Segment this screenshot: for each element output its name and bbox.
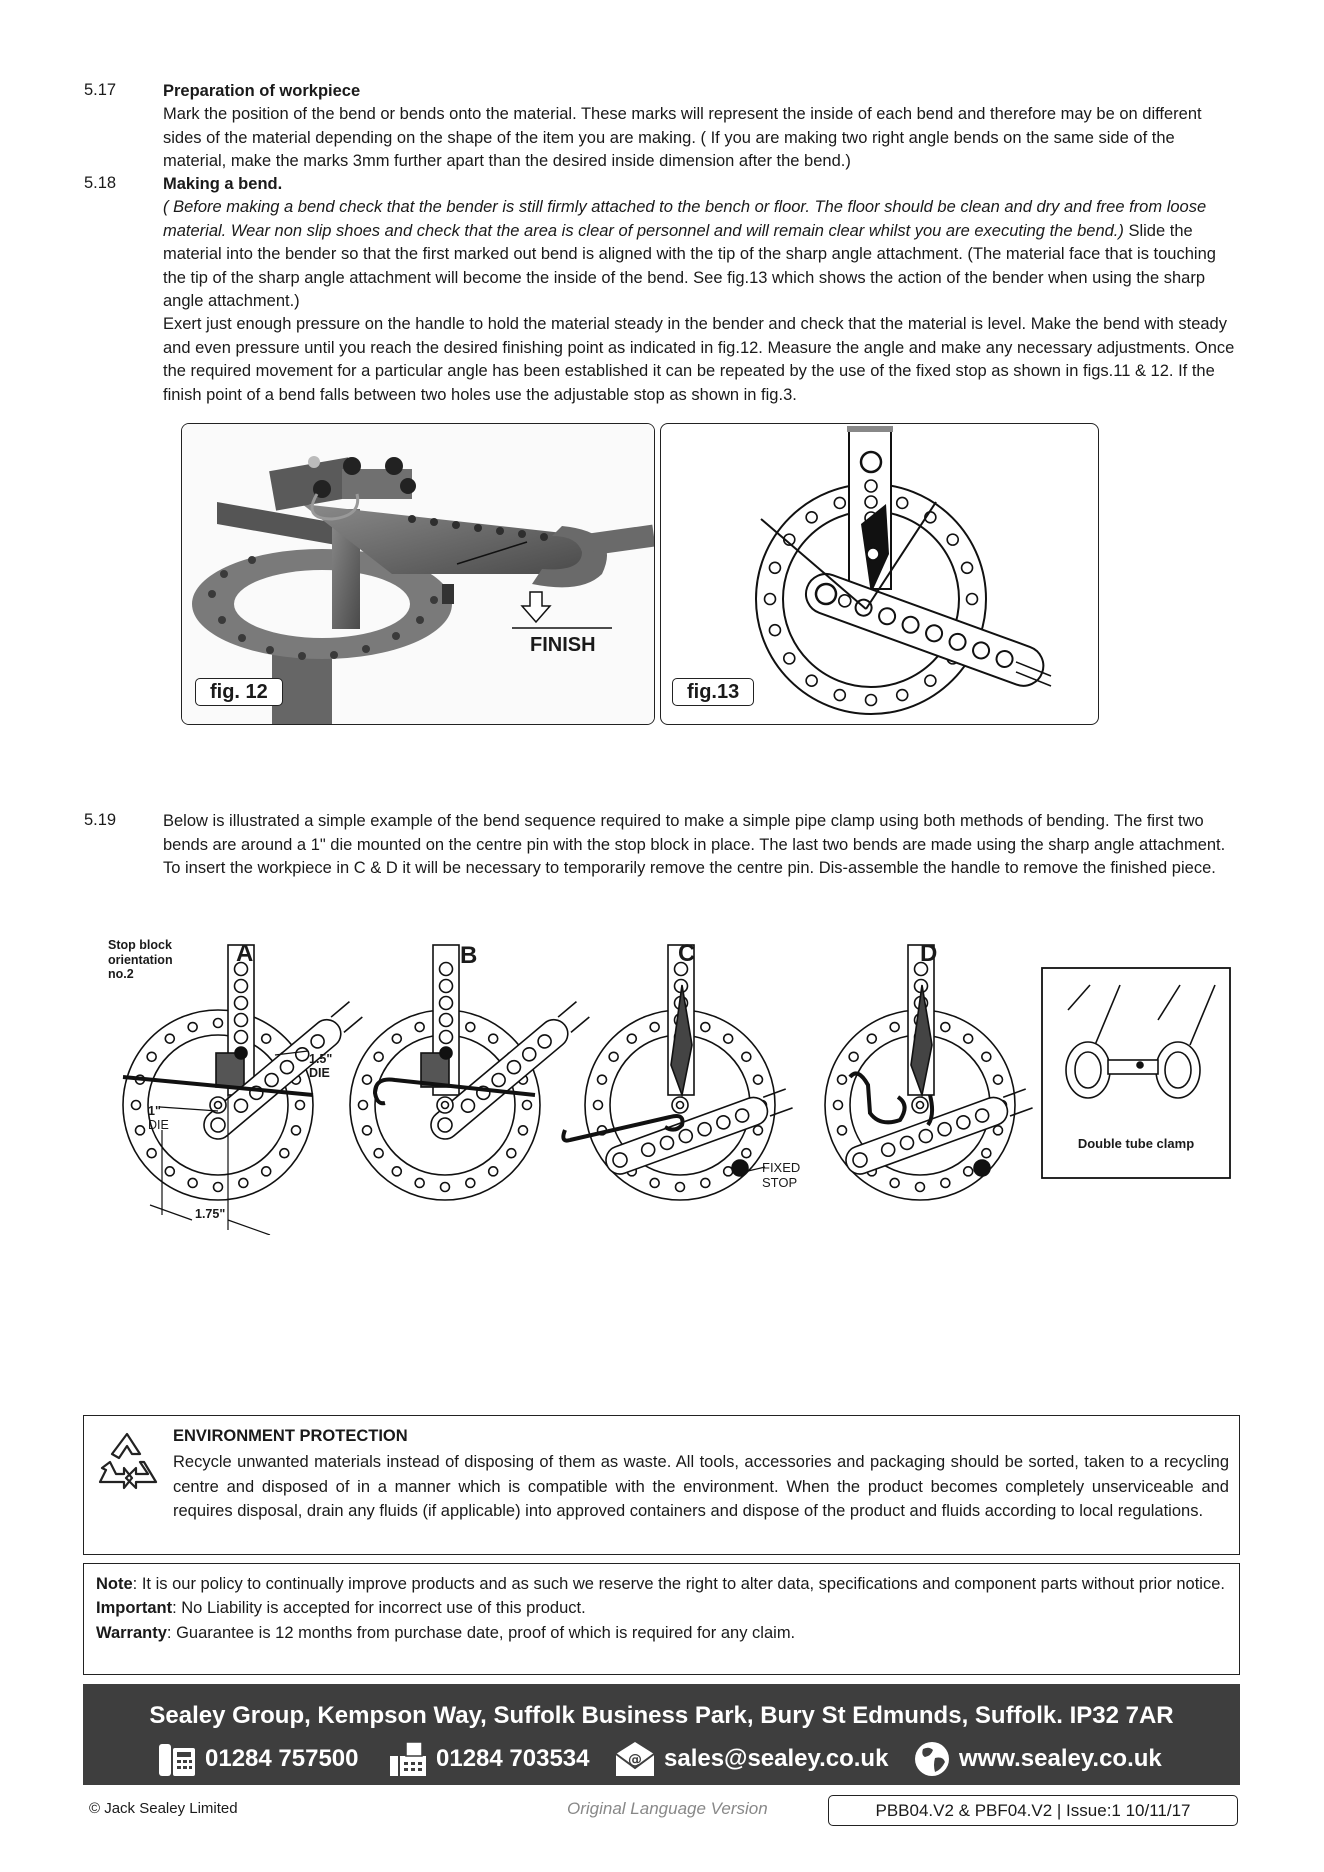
die-1-label	[148, 1104, 169, 1132]
email-address[interactable]: sales@sealey.co.uk	[664, 1745, 889, 1772]
environment-protection-box	[83, 1415, 1240, 1555]
stop-block-orientation-label	[108, 938, 173, 982]
important-line	[96, 1596, 1226, 1620]
stage-b-label: B	[460, 942, 478, 969]
web-contact[interactable]	[913, 1740, 1162, 1778]
original-language-note: Original Language Version	[567, 1799, 768, 1818]
figure-13	[660, 423, 1099, 725]
die-1-5-label	[309, 1052, 332, 1080]
safety-note: ( Before making a bend check that the bender is still firmly attached to the bench or floor. The floor should be clean and dry and free from loose material. Wear non slip shoes and check that the area is clear of personnel and will remain clear whilst you are executing the bend.)	[163, 198, 1207, 240]
dimension-label: 1.75"	[195, 1207, 226, 1221]
double-tube-clamp-label: Double tube clamp	[1077, 1136, 1195, 1151]
globe-icon	[913, 1740, 951, 1778]
issue-box: PBB04.V2 & PBF04.V2 | Issue:1 10/11/17	[828, 1795, 1238, 1826]
section-5-19	[163, 810, 1241, 881]
figure-13-label: fig.13	[672, 678, 754, 706]
section-number-5-18: 5.18	[84, 174, 117, 192]
warranty-label: Warranty	[96, 1623, 167, 1642]
instruction-text: Slide the material into the bender so that the first marked out bend is aligned with the tip of the sharp angle attachment. (The material face that is touching the tip of the sharp angle attachment will become the inside of the bend. See fig.13 which shows the action of the bender when using the sharp angle attachment.)	[163, 221, 1216, 311]
section-title: Making a bend.	[163, 175, 283, 193]
email-contact[interactable]	[614, 1740, 888, 1778]
warranty-text: : Guarantee is 12 months from purchase date, proof of which is required for any claim.	[166, 1623, 796, 1642]
section-5-17	[163, 80, 1241, 174]
fax-icon	[388, 1740, 428, 1778]
note-text: : It is our policy to continually improve products and as such we reserve the right to alter data, specifications and component parts without prior notice.	[132, 1575, 1225, 1593]
phone-icon	[157, 1740, 197, 1778]
company-address: Sealey Group, Kempson Way, Suffolk Business Park, Bury St Edmunds, Suffolk. IP32 7AR	[149, 1702, 1174, 1729]
fax-number: 01284 703534	[436, 1745, 590, 1772]
stage-a-label: A	[236, 940, 254, 967]
note-line	[96, 1572, 1226, 1596]
figure-12	[181, 423, 655, 725]
bend-stage-c	[563, 945, 794, 1200]
section-body	[163, 196, 1241, 313]
important-label: Important	[96, 1599, 173, 1618]
section-number-5-17: 5.17	[84, 81, 117, 99]
stop-word: STOP	[762, 1175, 798, 1190]
stop-block-label-line1: Stop block	[108, 938, 172, 952]
recycle-icon	[94, 1430, 160, 1496]
section-body: Mark the position of the bend or bends onto the material. These marks will represent the inside of each bend and therefore may be on different sides of the material depending on the shape of the item you are making. ( If you are making two right angle bends on the same side of the material, make the marks 3mm further apart than the desired inside dimension after the bend.)	[163, 105, 1202, 171]
website-url[interactable]: www.sealey.co.uk	[959, 1745, 1162, 1772]
stage-d-label: D	[920, 940, 938, 967]
die-word: DIE	[148, 1118, 169, 1132]
important-text: : No Liability is accepted for incorrect use of this product.	[172, 1599, 586, 1618]
section-5-18	[163, 173, 1241, 407]
section-body-2: Exert just enough pressure on the handle to hold the material steady in the bender and check that the material is level. Make the bend with steady and even pressure until you reach the desired finishing point as indicated in fig.12. Measure the angle and make any necessary adjustments. Once the required movement for a particular angle has been established it can be repeated by the use of the fixed stop as shown in figs.11 & 12. If the finish point of a bend falls between two holes use the adjustable stop as shown in fig.3.	[163, 315, 1235, 404]
note-label: Note	[96, 1575, 133, 1593]
bend-stage-b	[350, 945, 592, 1200]
environment-text: Recycle unwanted materials instead of disposing of them as waste. All tools, accessories and packaging should be sorted, taken to a recycling centre and disposed of in a manner which is compatible with the environment. When the product becomes completely unserviceable and requires disposal, drain any fluids (if applicable) into approved containers and dispose of the product and fluids according to local regulations.	[173, 1453, 1229, 1520]
company-footer	[83, 1684, 1240, 1785]
stop-block-label-line2: orientation	[108, 952, 173, 967]
fax-contact	[388, 1740, 590, 1778]
section-number-5-19: 5.19	[84, 811, 117, 829]
svg-text:@: @	[628, 1752, 642, 1768]
notes-box	[83, 1563, 1240, 1675]
bend-stage-d	[825, 945, 1034, 1200]
environment-title: ENVIRONMENT PROTECTION	[173, 1427, 408, 1445]
email-icon	[614, 1740, 656, 1778]
figure-12-label: fig. 12	[195, 678, 283, 706]
warranty-line	[96, 1621, 1226, 1645]
fixed-stop-label	[762, 1160, 800, 1190]
stage-c-label: C	[678, 940, 696, 967]
copyright: © Jack Sealey Limited	[89, 1800, 238, 1817]
section-title: Preparation of workpiece	[163, 82, 361, 100]
section-body: Below is illustrated a simple example of the bend sequence required to make a simple pipe clamp using both methods of bending. The first two bends are around a 1" die mounted on the centre pin with the stop block in place. The last two bends are made using the sharp angle attachment. To insert the workpiece in C & D it will be necessary to temporarily remove the centre pin. Dis-assemble the handle to remove the finished piece.	[163, 812, 1226, 878]
stop-block-label-line3: no.2	[108, 967, 134, 981]
finish-label: FINISH	[530, 634, 596, 656]
phone-number: 01284 757500	[205, 1745, 359, 1772]
bend-sequence-diagram	[100, 935, 1240, 1235]
die-word: DIE	[309, 1066, 330, 1080]
die-size: 1"	[148, 1104, 161, 1118]
fixed-word: FIXED	[762, 1160, 801, 1175]
phone-contact	[157, 1740, 359, 1778]
die-size: 1.5"	[309, 1052, 333, 1066]
